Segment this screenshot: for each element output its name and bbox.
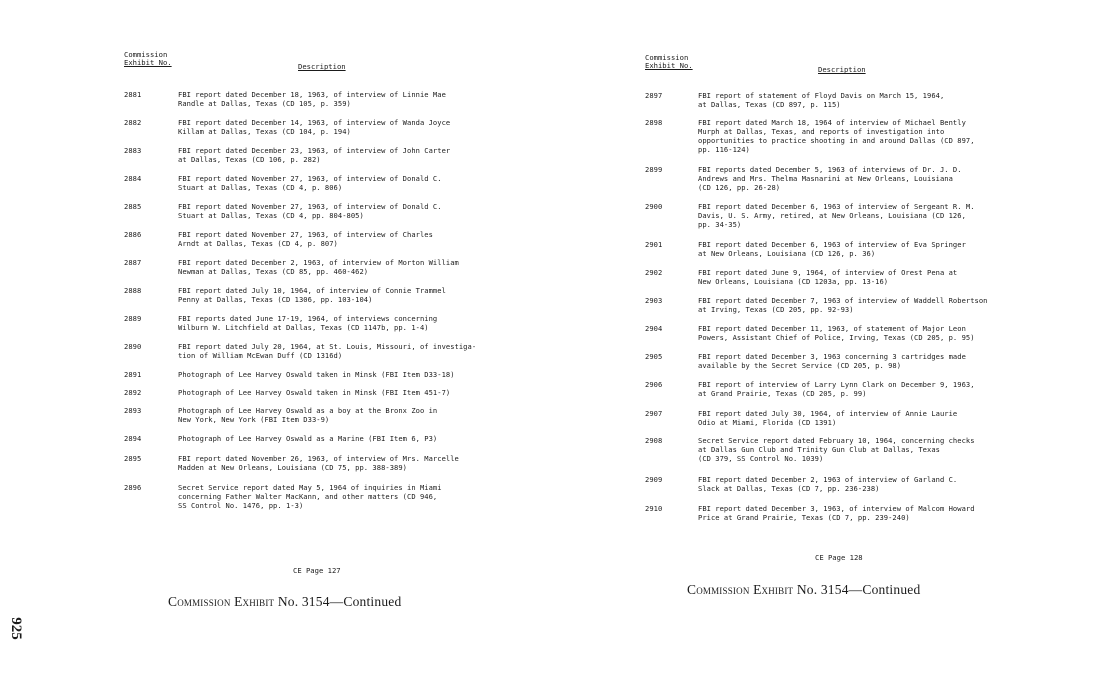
exhibit-description: FBI report dated December 2, 1963, of interview of Morton William Newman at Dallas, Texas (CD 85, pp. 460-462) bbox=[178, 258, 459, 276]
exhibit-number-header bbox=[124, 51, 172, 67]
header-line-2: Exhibit No. bbox=[124, 58, 172, 67]
exhibit-number: 2897 bbox=[645, 91, 663, 100]
exhibit-description: FBI report of interview of Larry Lynn Clark on December 9, 1963, at Grand Prairie, Texas (CD 205, p. 99) bbox=[698, 380, 975, 398]
exhibit-description: Photograph of Lee Harvey Oswald as a Marine (FBI Item 6, P3) bbox=[178, 434, 438, 443]
exhibit-description: FBI report of statement of Floyd Davis on March 15, 1964, at Dallas, Texas (CD 897, p. 115) bbox=[698, 91, 945, 109]
exhibit-number: 2910 bbox=[645, 504, 663, 513]
header-line-2: Exhibit No. bbox=[645, 61, 693, 70]
exhibit-number: 2904 bbox=[645, 324, 663, 333]
exhibit-number: 2894 bbox=[124, 434, 142, 443]
exhibit-description: FBI report dated December 18, 1963, of interview of Linnie Mae Randle at Dallas, Texas (CD 105, p. 359) bbox=[178, 90, 446, 108]
exhibit-number: 2906 bbox=[645, 380, 663, 389]
exhibit-description: FBI report dated November 27, 1963, of interview of Charles Arndt at Dallas, Texas (CD 4, p. 807) bbox=[178, 230, 433, 248]
exhibit-description: Secret Service report dated February 10, 1964, concerning checks at Dallas Gun Club and Trinity Gun Club at Dallas, Texas (CD 379, SS Control No. 1039) bbox=[698, 436, 975, 463]
exhibit-description: FBI report dated December 6, 1963 of interview of Eva Springer at New Orleans, Louisiana (CD 126, p. 36) bbox=[698, 240, 966, 258]
exhibit-description: FBI report dated December 7, 1963 of interview of Waddell Robertson at Irving, Texas (CD 205, pp. 92-93) bbox=[698, 296, 988, 314]
exhibit-number: 2907 bbox=[645, 409, 663, 418]
exhibit-caption bbox=[687, 582, 920, 598]
exhibit-description: Photograph of Lee Harvey Oswald as a boy at the Bronx Zoo in New York, New York (FBI Item D33-9) bbox=[178, 406, 438, 424]
exhibit-number: 2892 bbox=[124, 388, 142, 397]
exhibit-number: 2905 bbox=[645, 352, 663, 361]
exhibit-number: 2902 bbox=[645, 268, 663, 277]
right-page bbox=[547, 0, 1094, 691]
exhibit-number: 2900 bbox=[645, 202, 663, 211]
exhibit-description: FBI reports dated June 17-19, 1964, of interviews concerning Wilburn W. Litchfield at Dallas, Texas (CD 1147b, pp. 1-4) bbox=[178, 314, 438, 332]
caption-rest: No. 3154—Continued bbox=[277, 594, 402, 609]
exhibit-description: FBI report dated November 27, 1963, of interview of Donald C. Stuart at Dallas, Texas (CD 4, pp. 804-805) bbox=[178, 202, 442, 220]
ce-page-label: CE Page 127 bbox=[293, 566, 341, 575]
exhibit-caption bbox=[168, 594, 401, 610]
ce-page-label: CE Page 128 bbox=[815, 553, 863, 562]
exhibit-number: 2883 bbox=[124, 146, 142, 155]
exhibit-number: 2903 bbox=[645, 296, 663, 305]
exhibit-description: FBI report dated July 20, 1964, at St. Louis, Missouri, of investiga- tion of William McEwan Duff (CD 1316d) bbox=[178, 342, 477, 360]
caption-prefix: Commission Exhibit bbox=[168, 594, 275, 609]
exhibit-description: FBI report dated December 3, 1963 concerning 3 cartridges made available by the Secret Service (CD 205, p. 98) bbox=[698, 352, 966, 370]
exhibit-number: 2882 bbox=[124, 118, 142, 127]
exhibit-description: FBI report dated December 6, 1963 of interview of Sergeant R. M. Davis, U. S. Army, retired, at New Orleans, Louisiana (CD 126, pp. 34-35) bbox=[698, 202, 975, 229]
exhibit-description: FBI report dated December 2, 1963 of interview of Garland C. Slack at Dallas, Texas (CD 7, pp. 236-238) bbox=[698, 475, 958, 493]
exhibit-description: FBI report dated July 30, 1964, of interview of Annie Laurie Odio at Miami, Florida (CD 1391) bbox=[698, 409, 958, 427]
exhibit-number: 2896 bbox=[124, 483, 142, 492]
description-header: Description bbox=[298, 62, 346, 71]
exhibit-number: 2908 bbox=[645, 436, 663, 445]
caption-rest: No. 3154—Continued bbox=[796, 582, 921, 597]
exhibit-number: 2909 bbox=[645, 475, 663, 484]
exhibit-number: 2887 bbox=[124, 258, 142, 267]
exhibit-description: Secret Service report dated May 5, 1964 of inquiries in Miami concerning Father Walter MacKann, and other matters (CD 946, SS Control No. 1476, pp. 1-3) bbox=[178, 483, 442, 510]
exhibit-number-header bbox=[645, 54, 693, 70]
exhibit-number: 2898 bbox=[645, 118, 663, 127]
exhibit-description: FBI report dated December 11, 1963, of statement of Major Leon Powers, Assistant Chief of Police, Irving, Texas (CD 205, p. 95) bbox=[698, 324, 975, 342]
exhibit-description: FBI report dated July 10, 1964, of interview of Connie Trammel Penny at Dallas, Texas (CD 1306, pp. 103-104) bbox=[178, 286, 446, 304]
exhibit-description: FBI report dated November 27, 1963, of interview of Donald C. Stuart at Dallas, Texas (CD 4, p. 806) bbox=[178, 174, 442, 192]
exhibit-description: FBI report dated December 23, 1963, of interview of John Carter at Dallas, Texas (CD 106, p. 282) bbox=[178, 146, 451, 164]
exhibit-description: FBI report dated June 9, 1964, of interview of Orest Pena at New Orleans, Louisiana (CD 1203a, pp. 13-16) bbox=[698, 268, 958, 286]
exhibit-number: 2893 bbox=[124, 406, 142, 415]
exhibit-number: 2895 bbox=[124, 454, 142, 463]
exhibit-description: FBI report dated December 14, 1963, of interview of Wanda Joyce Killam at Dallas, Texas (CD 104, p. 194) bbox=[178, 118, 451, 136]
exhibit-number: 2891 bbox=[124, 370, 142, 379]
exhibit-number: 2890 bbox=[124, 342, 142, 351]
exhibit-description: FBI reports dated December 5, 1963 of interviews of Dr. J. D. Andrews and Mrs. Thelma Masnarini at New Orleans, Louisiana (CD 126, pp. 26-28) bbox=[698, 165, 962, 192]
exhibit-number: 2889 bbox=[124, 314, 142, 323]
description-header: Description bbox=[818, 65, 866, 74]
exhibit-number: 2901 bbox=[645, 240, 663, 249]
exhibit-number: 2884 bbox=[124, 174, 142, 183]
exhibit-number: 2881 bbox=[124, 90, 142, 99]
exhibit-description: Photograph of Lee Harvey Oswald taken in Minsk (FBI Item D33-18) bbox=[178, 370, 455, 379]
header-line-1: Commission bbox=[645, 53, 689, 62]
page-number: 925 bbox=[7, 617, 24, 640]
exhibit-description: FBI report dated March 18, 1964 of interview of Michael Bently Murph at Dallas, Texas, and reports of investigation into opportunities to practice shooting in and around Dallas (CD 897, pp. 116-124) bbox=[698, 118, 975, 154]
exhibit-description: FBI report dated November 26, 1963, of interview of Mrs. Marcelle Madden at New Orleans, Louisiana (CD 75, pp. 388-389) bbox=[178, 454, 459, 472]
exhibit-number: 2886 bbox=[124, 230, 142, 239]
caption-prefix: Commission Exhibit bbox=[687, 582, 794, 597]
header-line-1: Commission bbox=[124, 50, 168, 59]
exhibit-number: 2888 bbox=[124, 286, 142, 295]
exhibit-description: Photograph of Lee Harvey Oswald taken in Minsk (FBI Item 451-7) bbox=[178, 388, 451, 397]
exhibit-number: 2885 bbox=[124, 202, 142, 211]
exhibit-description: FBI report dated December 3, 1963, of interview of Malcom Howard Price at Grand Prairie, Texas (CD 7, pp. 239-240) bbox=[698, 504, 975, 522]
exhibit-number: 2899 bbox=[645, 165, 663, 174]
